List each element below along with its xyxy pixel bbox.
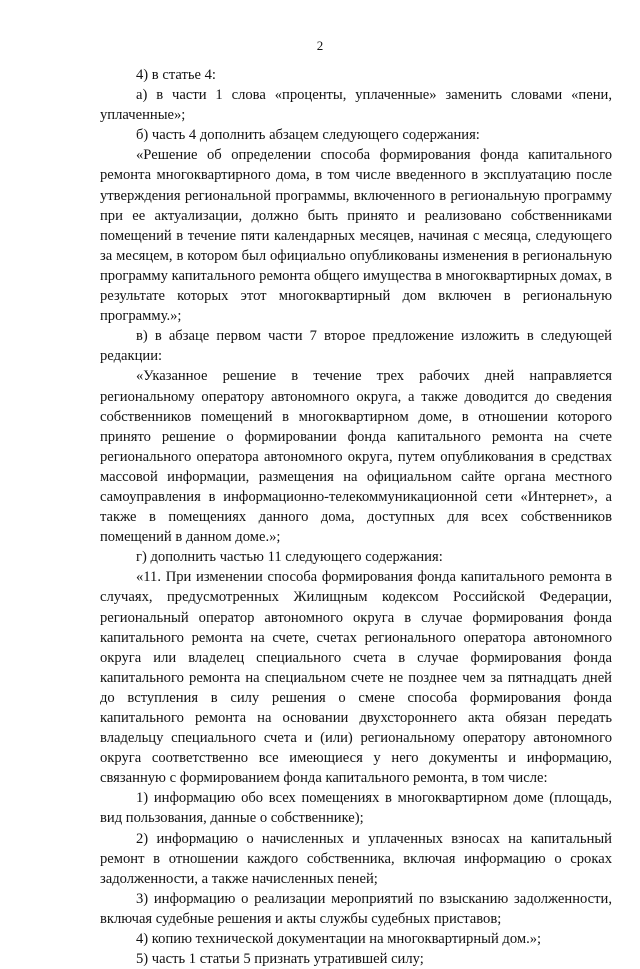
paragraph-item-b: б) часть 4 дополнить абзацем следующего содержания:	[136, 127, 480, 144]
paragraph-article-4: 4) в статье 4:	[136, 67, 216, 83]
document-body	[100, 65, 612, 969]
paragraph-list-item-4: 4) копию технической документации на многоквартирный дом.»;	[136, 931, 542, 948]
paragraph-list-item-2: 2) информацию о начисленных и уплаченных взносах на капитальный ремонт в отношении каждого собственника, включая информацию о сроках задолженности, а также начисленных пеней;	[100, 830, 612, 887]
paragraph-quote-decision: «Решение об определении способа формирования фонда капитального ремонта многоквартирного дома, в том числе введенного в эксплуатацию после утверждения региональной программы, включенного в региональную программу при ее актуализации, должно быть принято и реализовано собственниками помещений в течение пяти календарных месяцев, начиная с месяца, следующего за месяцем, в котором был официально опубликованы изменения в региональную программу капитального ремонта общего имущества в многоквартирных домах, в результате которых этот многоквартирный дом включен в региональную программу.»;	[100, 147, 612, 325]
page-number: 2	[316, 38, 324, 53]
paragraph-list-item-3: 3) информацию о реализации мероприятий по взысканию задолженности, включая судебные решения и акты службы судебных приставов;	[100, 890, 612, 927]
paragraph-item-v: в) в абзаце первом части 7 второе предложение изложить в следующей редакции:	[100, 328, 612, 365]
paragraph-item-g: г) дополнить частью 11 следующего содержания:	[136, 549, 443, 566]
paragraph-list-item-1: 1) информацию обо всех помещениях в многоквартирном доме (площадь, вид пользования, данные о собственнике);	[100, 790, 612, 827]
paragraph-item-a: а) в части 1 слова «проценты, уплаченные» заменить словами «пени, уплаченные»;	[100, 87, 612, 124]
paragraph-quote-notice: «Указанное решение в течение трех рабочих дней направляется региональному оператору автономного округа, а также доводится до сведения собственников помещений в многоквартирном доме, в отношении которого принято решение о формировании фонда капитального ремонта на счете регионального оператора автономного округа, путем опубликования в средствах массовой информации, размещения на официальном сайте органа местного самоуправления в информационно-телекоммуникационной сети «Интернет», а также в помещениях данного дома, доступных для всех собственников помещений в данном доме.»;	[100, 368, 612, 546]
paragraph-quote-part-11: «11. При изменении способа формирования фонда капитального ремонта в случаях, предусмотренных Жилищным кодексом Российской Федерации, региональный оператор автономного округа в случае формирования фонда капитального ремонта на счете, счетах регионального оператора автономного округа или владелец специального счета в случае формирования фонда капитального ремонта на специальном счете не позднее чем за пятнадцать дней до вступления в силу решения о смене способа формирования фонда капитального ремонта на основании двухстороннего акта обязан передать владельцу специального счета и (или) региональному оператору автономного округа соответственно все имеющиеся у него документы и информацию, связанную с формированием фонда капитального ремонта, в том числе:	[100, 569, 612, 787]
paragraph-item-5: 5) часть 1 статьи 5 признать утратившей силу;	[136, 951, 424, 968]
